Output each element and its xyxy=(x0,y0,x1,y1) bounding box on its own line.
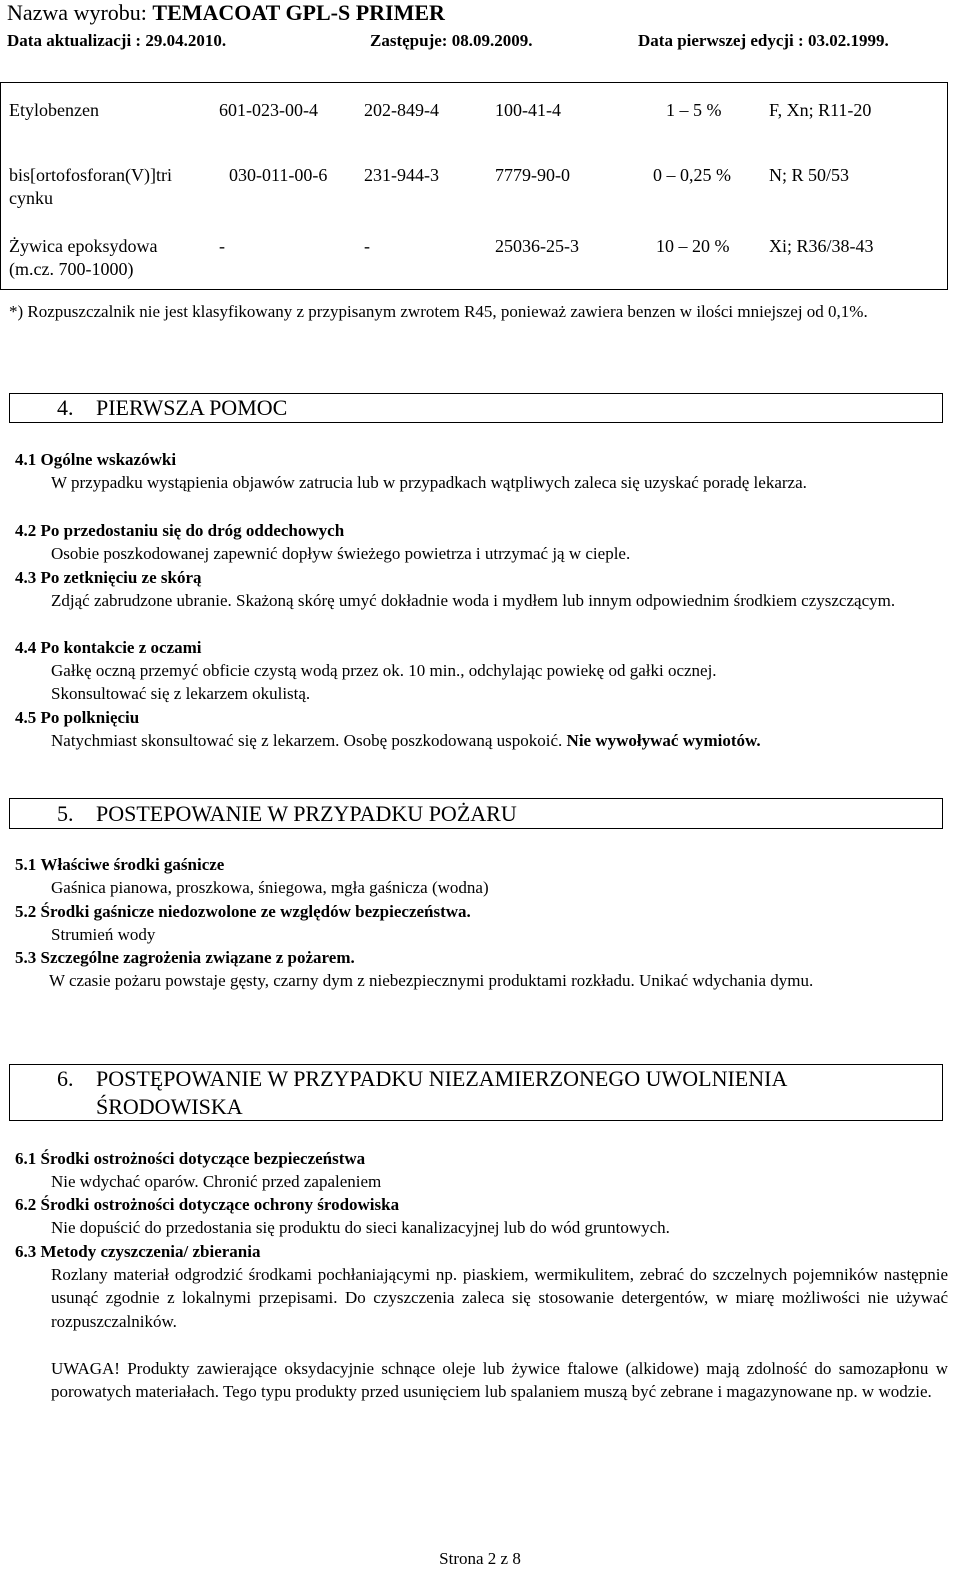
subsection-4-4-text-line2: Skonsultować się z lekarzem okulistą. xyxy=(51,684,311,703)
subsection-5-3-text: W czasie pożaru powstaje gęsty, czarny dym z niebezpiecznymi produktami rozkładu. Unikać wdychania dymu. xyxy=(49,971,814,990)
subsection-5-2-heading xyxy=(15,900,471,923)
subsection-4-5-title: Po polknięciu xyxy=(40,708,140,727)
subsection-6-1-number: 6.1 xyxy=(15,1149,37,1168)
row3-ec: - xyxy=(364,236,370,256)
row1-ec: 202-849-4 xyxy=(364,100,439,120)
row3-index: - xyxy=(219,236,225,256)
product-label: Nazwa wyrobu: xyxy=(7,0,147,25)
subsection-6-3-number: 6.3 xyxy=(15,1242,37,1261)
subsection-5-3-title: Szczególne zagrożenia związane z pożarem. xyxy=(40,948,355,967)
row1-name: Etylobenzen xyxy=(9,100,99,120)
row1-conc: 1 – 5 % xyxy=(666,100,722,120)
row1-cas: 100-41-4 xyxy=(495,100,561,120)
row3-name-l1: Żywica epoksydowa xyxy=(9,236,158,256)
warning-paragraph: UWAGA! Produkty zawierające oksydacyjnie schnące oleje lub żywice ftalowe (alkidowe) mają zdolność do samozapłonu w porowatych materiałach. Tego typu produkty przed usunięciem lub spalaniem muszą być zebrane i magazynowane np. w wodzie. xyxy=(51,1359,948,1402)
subsection-4-3-title: Po zetknięciu ze skórą xyxy=(40,568,202,587)
row2-cas: 7779-90-0 xyxy=(495,165,570,185)
replaces-date: Zastępuje: 08.09.2009. xyxy=(370,31,533,50)
section-5-title: POSTEPOWANIE W PRZYPADKU POŻARU xyxy=(96,801,517,826)
first-edition-date: Data pierwszej edycji : 03.02.1999. xyxy=(638,31,889,50)
subsection-6-1-title: Środki ostrożności dotyczące bezpieczeństwa xyxy=(40,1149,366,1168)
section-6-title-line1: POSTĘPOWANIE W PRZYPADKU NIEZAMIERZONEGO UWOLNIENIA xyxy=(96,1066,788,1091)
row2-name-l2: cynku xyxy=(9,188,53,208)
table-footnote: *) Rozpuszczalnik nie jest klasyfikowany z przypisanym zwrotem R45, ponieważ zawiera benzen w ilości mniejszej od 0,1%. xyxy=(9,302,868,321)
subsection-4-2-title: Po przedostaniu się do dróg oddechowych xyxy=(40,521,345,540)
row2-conc: 0 – 0,25 % xyxy=(653,165,731,185)
row2-name-l1: bis[ortofosforan(V)]tri xyxy=(9,165,172,185)
subsection-4-1-number: 4.1 xyxy=(15,450,37,469)
subsection-6-2-title: Środki ostrożności dotyczące ochrony środowiska xyxy=(40,1195,400,1214)
subsection-4-3-text: Zdjąć zabrudzone ubranie. Skażoną skórę umyć dokładnie woda i mydłem lub innym odpowiednim środkiem czyszczącym. xyxy=(51,591,896,610)
subsection-4-5-text xyxy=(51,729,761,752)
composition-table xyxy=(0,82,948,290)
subsection-5-3-number: 5.3 xyxy=(15,948,37,967)
section-4-title: PIERWSZA POMOC xyxy=(96,395,288,420)
section-4-number: 4. xyxy=(57,395,74,420)
subsection-5-2-number: 5.2 xyxy=(15,902,37,921)
subsection-4-4-heading xyxy=(15,636,202,659)
subsection-6-3-heading xyxy=(15,1240,261,1263)
subsection-4-1-title: Ogólne wskazówki xyxy=(40,450,177,469)
subsection-5-2-text: Strumień wody xyxy=(51,925,156,944)
subsection-4-4-number: 4.4 xyxy=(15,638,37,657)
update-date: Data aktualizacji : 29.04.2010. xyxy=(7,31,227,50)
row3-conc: 10 – 20 % xyxy=(656,236,730,256)
subsection-4-5-text-plain: Natychmiast skonsultować się z lekarzem. Osobę poszkodowaną uspokoić. xyxy=(51,731,563,750)
section-6-number: 6. xyxy=(57,1066,74,1091)
subsection-5-2-title: Środki gaśnicze niedozwolone ze względów bezpieczeństwa. xyxy=(40,902,471,921)
subsection-5-1-heading xyxy=(15,853,224,876)
subsection-4-1-heading xyxy=(15,448,176,471)
product-name: TEMACOAT GPL-S PRIMER xyxy=(152,0,445,25)
row3-cas: 25036-25-3 xyxy=(495,236,579,256)
subsection-6-3-title: Metody czyszczenia/ zbierania xyxy=(40,1242,261,1261)
subsection-6-2-text: Nie dopuścić do przedostania się produktu do sieci kanalizacyjnej lub do wód gruntowych. xyxy=(51,1218,670,1237)
row1-class: F, Xn; R11-20 xyxy=(769,100,872,120)
subsection-4-2-heading xyxy=(15,519,344,542)
subsection-6-3-text: Rozlany materiał odgrodzić środkami pochłaniającymi np. piaskiem, wermikulitem, zebrać do szczelnych pojemników następnie usunąć zgodnie z lokalnymi przepisami. Do czyszczenia zaleca się stosowanie detergentów, w miarę możliwości nie używać rozpuszczalników. xyxy=(51,1265,948,1331)
subsection-5-3-heading xyxy=(15,946,355,969)
subsection-4-3-number: 4.3 xyxy=(15,568,37,587)
subsection-5-1-text: Gaśnica pianowa, proszkowa, śniegowa, mgła gaśnicza (wodna) xyxy=(51,878,489,897)
subsection-4-1-text: W przypadku wystąpienia objawów zatrucia lub w przypadkach wątpliwych zaleca się uzyskać poradę lekarza. xyxy=(51,473,807,492)
subsection-4-3-heading xyxy=(15,566,202,589)
row2-ec: 231-944-3 xyxy=(364,165,439,185)
row2-index: 030-011-00-6 xyxy=(229,165,328,185)
subsection-6-2-heading xyxy=(15,1193,399,1216)
product-header xyxy=(7,1,445,25)
subsection-6-1-text: Nie wdychać oparów. Chronić przed zapaleniem xyxy=(51,1172,382,1191)
subsection-6-2-number: 6.2 xyxy=(15,1195,37,1214)
section-6-title-line2: ŚRODOWISKA xyxy=(96,1094,243,1119)
subsection-5-1-number: 5.1 xyxy=(15,855,37,874)
subsection-4-5-number: 4.5 xyxy=(15,708,37,727)
page-number: Strona 2 z 8 xyxy=(439,1549,521,1568)
subsection-4-2-number: 4.2 xyxy=(15,521,37,540)
subsection-4-4-title: Po kontakcie z oczami xyxy=(40,638,202,657)
subsection-5-1-title: Właściwe środki gaśnicze xyxy=(40,855,225,874)
subsection-4-4-text-line1: Gałkę oczną przemyć obficie czystą wodą przez ok. 10 min., odchylając powiekę od gałki ocznej. xyxy=(51,661,717,680)
subsection-4-5-text-bold: Nie wywoływać wymiotów. xyxy=(566,731,761,750)
row1-index: 601-023-00-4 xyxy=(219,100,318,120)
section-5-number: 5. xyxy=(57,801,74,826)
subsection-6-1-heading xyxy=(15,1147,365,1170)
subsection-4-5-heading xyxy=(15,706,139,729)
row3-class: Xi; R36/38-43 xyxy=(769,236,874,256)
row2-class: N; R 50/53 xyxy=(769,165,850,185)
row3-name-l2: (m.cz. 700-1000) xyxy=(9,259,134,279)
subsection-4-2-text: Osobie poszkodowanej zapewnić dopływ świeżego powietrza i utrzymać ją w cieple. xyxy=(51,544,631,563)
